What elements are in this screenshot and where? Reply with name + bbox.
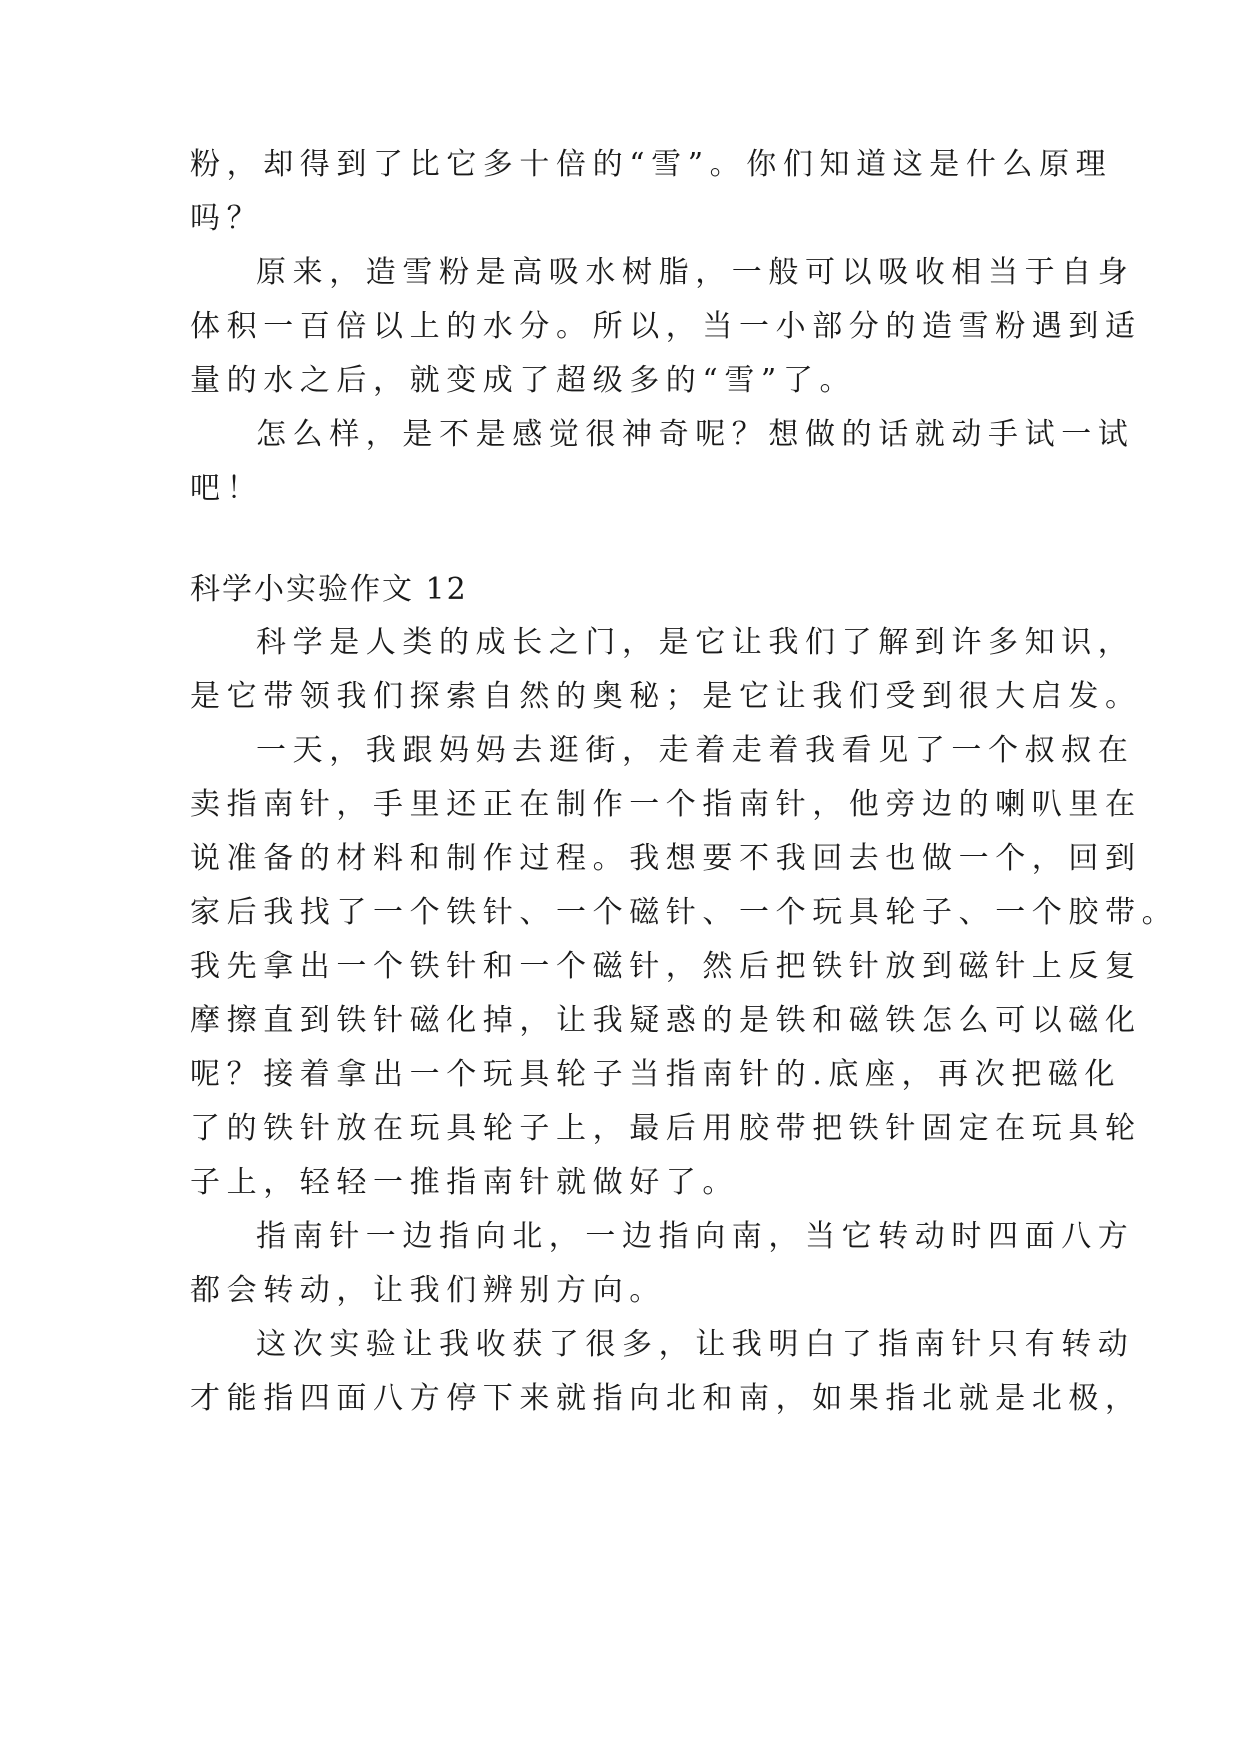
paragraph-line: 了的铁针放在玩具轮子上，最后用胶带把铁针固定在玩具轮 [190,1111,1142,1146]
paragraph-line: 我先拿出一个铁针和一个磁针，然后把铁针放到磁针上反复 [190,949,1142,984]
paragraph-line: 科学是人类的成长之门，是它让我们了解到许多知识， [256,625,1135,660]
paragraph-line: 怎么样，是不是感觉很神奇呢？想做的话就动手试一试 [256,417,1135,452]
paragraph-line: 这次实验让我收获了很多，让我明白了指南针只有转动 [256,1327,1135,1362]
paragraph-line: 粉，却得到了比它多十倍的“雪”。你们知道这是什么原理 [190,147,1113,182]
paragraph-line: 说准备的材料和制作过程。我想要不我回去也做一个，回到 [190,841,1142,876]
paragraph-line: 子上，轻轻一推指南针就做好了。 [190,1165,739,1200]
paragraph-line: 吧！ [190,471,264,506]
paragraph-line: 卖指南针，手里还正在制作一个指南针，他旁边的喇叭里在 [190,787,1142,822]
paragraph-line: 呢？接着拿出一个玩具轮子当指南针的.底座，再次把磁化 [190,1057,1122,1092]
section-title: 科学小实验作文 12 [190,572,468,607]
paragraph-line: 摩擦直到铁针磁化掉，让我疑惑的是铁和磁铁怎么可以磁化 [190,1003,1142,1038]
paragraph-line: 量的水之后，就变成了超级多的“雪”了。 [190,363,857,398]
paragraph-line: 家后我找了一个铁针、一个磁针、一个玩具轮子、一个胶带。 [190,895,1179,930]
paragraph-line: 原来，造雪粉是高吸水树脂，一般可以吸收相当于自身 [256,255,1135,290]
paragraph-line: 吗？ [190,201,264,236]
paragraph-line: 一天，我跟妈妈去逛街，走着走着我看见了一个叔叔在 [256,733,1135,768]
paragraph-line: 都会转动，让我们辨别方向。 [190,1273,666,1308]
paragraph-line: 才能指四面八方停下来就指向北和南，如果指北就是北极， [190,1381,1142,1416]
paragraph-line: 是它带领我们探索自然的奥秘；是它让我们受到很大启发。 [190,679,1142,714]
paragraph-line: 指南针一边指向北，一边指向南，当它转动时四面八方 [256,1219,1135,1254]
paragraph-line: 体积一百倍以上的水分。所以，当一小部分的造雪粉遇到适 [190,309,1142,344]
